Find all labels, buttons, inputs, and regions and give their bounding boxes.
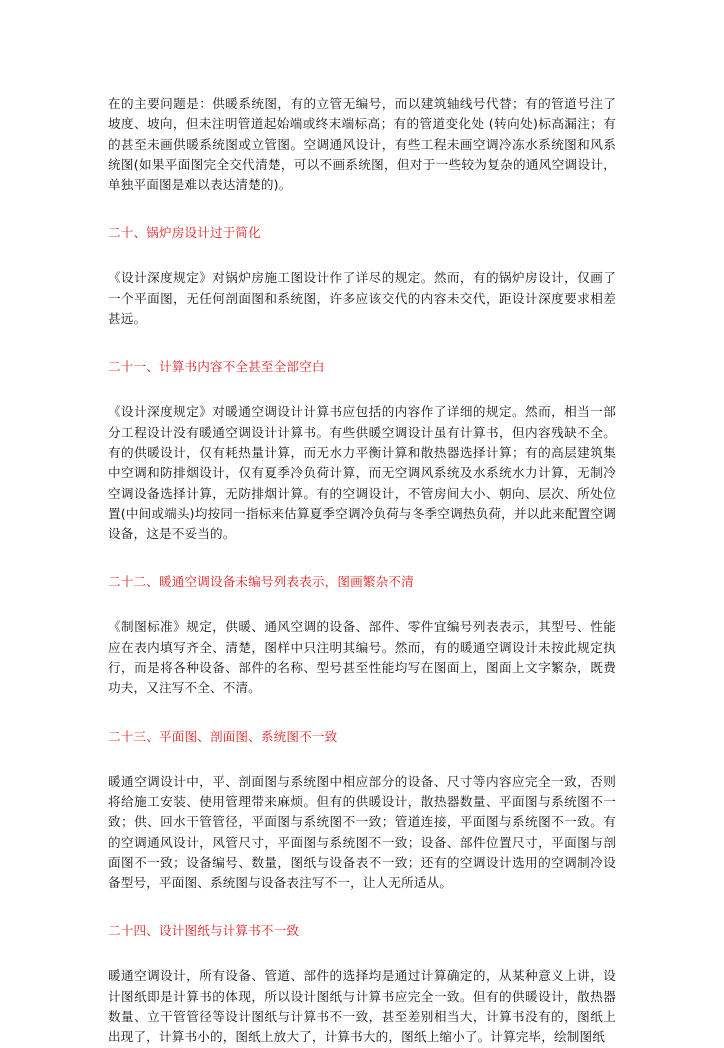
section-heading-21: 二十一、计算书内容不全甚至全部空白 [108, 359, 325, 375]
spacer [108, 893, 616, 921]
section-heading-22: 二十二、暖通空调设备未编号列表表示，图画繁杂不清 [108, 574, 414, 590]
spacer [108, 699, 616, 727]
spacer [108, 544, 616, 572]
spacer [108, 243, 616, 268]
section-body-22: 《制图标准》规定，供暖、通风空调的设备、部件、零件宜编号列表表示，其型号、性能应在表内填写齐全、清楚，图样中只注明其编号。然而，有的暖通空调设计未按此规定执行，而是将各种设备、部件的名称、型号甚至性能均写在图面上，图面上文字繁杂，既费功夫，又注写不全、不清。 [108, 619, 616, 696]
intro-paragraph: 在的主要问题是：供暖系统图，有的立管无编号，而以建筑轴线号代替；有的管道号注了坡度、坡向，但未注明管道起始端或终末端标高；有的管道变化处 (转向处)标高漏注；有的甚至未画供暖系统图或立管图。空调通风设计，有些工程未画空调冷冻水系统图和风系统图(如果平面图完全交代清楚，可以不画系统图，但对于一些较为复杂的通风空调设计，单独平面图是难以表达清楚的)。 [108, 96, 616, 193]
section-heading-20: 二十、锅炉房设计过于简化 [108, 225, 261, 241]
spacer [108, 941, 616, 966]
section-heading-24: 二十四、设计图纸与计算书不一致 [108, 923, 300, 939]
document-page [108, 94, 616, 1048]
section-body-24: 暖通空调设计，所有设备、管道、部件的选择均是通过计算确定的，从某种意义上讲，设计图纸即是计算书的体现，所以设计图纸与计算书应完全一致。但有的供暖设计，散热器数量、立干管管径等设计图纸与计算书不一致，甚至差别相当大，计算书没有的，图纸上出现了，计算书小的，图纸上放大了，计算书大的，图纸上缩小了。计算完毕，绘制图纸 [108, 968, 616, 1045]
spacer [108, 592, 616, 617]
section-body-23: 暖通空调设计中，平、剖面图与系统图中相应部分的设备、尺寸等内容应完全一致，否则将给施工安装、使用管理带来麻烦。但有的供暖设计，散热器数量、平面图与系统图不一致；供、回水干管管径，平面图与系统图不一致；管道连接，平面图与系统图不一致。有的空调通风设计，风管尺寸，平面图与系统图不一致；设备、部件位置尺寸，平面图与剖面图不一致；设备编号、数量，图纸与设备表不一致；还有的空调设计选用的空调制冷设备型号，平面图、系统图与设备表注写不一，让人无所适从。 [108, 773, 616, 891]
section-heading-23: 二十三、平面图、剖面图、系统图不一致 [108, 728, 338, 744]
section-body-21: 《设计深度规定》对暖通空调设计计算书应包括的内容作了详细的规定。然而，相当一部分工程设计没有暖通空调设计计算书。有些供暖空调设计虽有计算书，但内容残缺不全。有的供暖设计，仅有耗热量计算，而无水力平衡计算和散热器选择计算；有的高层建筑集中空调和防排烟设计，仅有夏季冷负荷计算，而无空调风系统及水系统水力计算，无制冷空调设备选择计算，无防排烟计算。有的空调设计，不管房间大小、朝向、层次、所处位置(中间或端头)均按同一指标来估算夏季空调冷负荷与冬季空调热负荷，并以此来配置空调设备，这是不妥当的。 [108, 404, 616, 542]
spacer [108, 195, 616, 223]
spacer [108, 377, 616, 402]
spacer [108, 747, 616, 772]
spacer [108, 329, 616, 357]
section-body-20: 《设计深度规定》对锅炉房施工图设计作了详尽的规定。然而，有的锅炉房设计，仅画了一个平面图，无任何剖面图和系统图，许多应该交代的内容未交代，距设计深度要求相差甚远。 [108, 270, 616, 327]
